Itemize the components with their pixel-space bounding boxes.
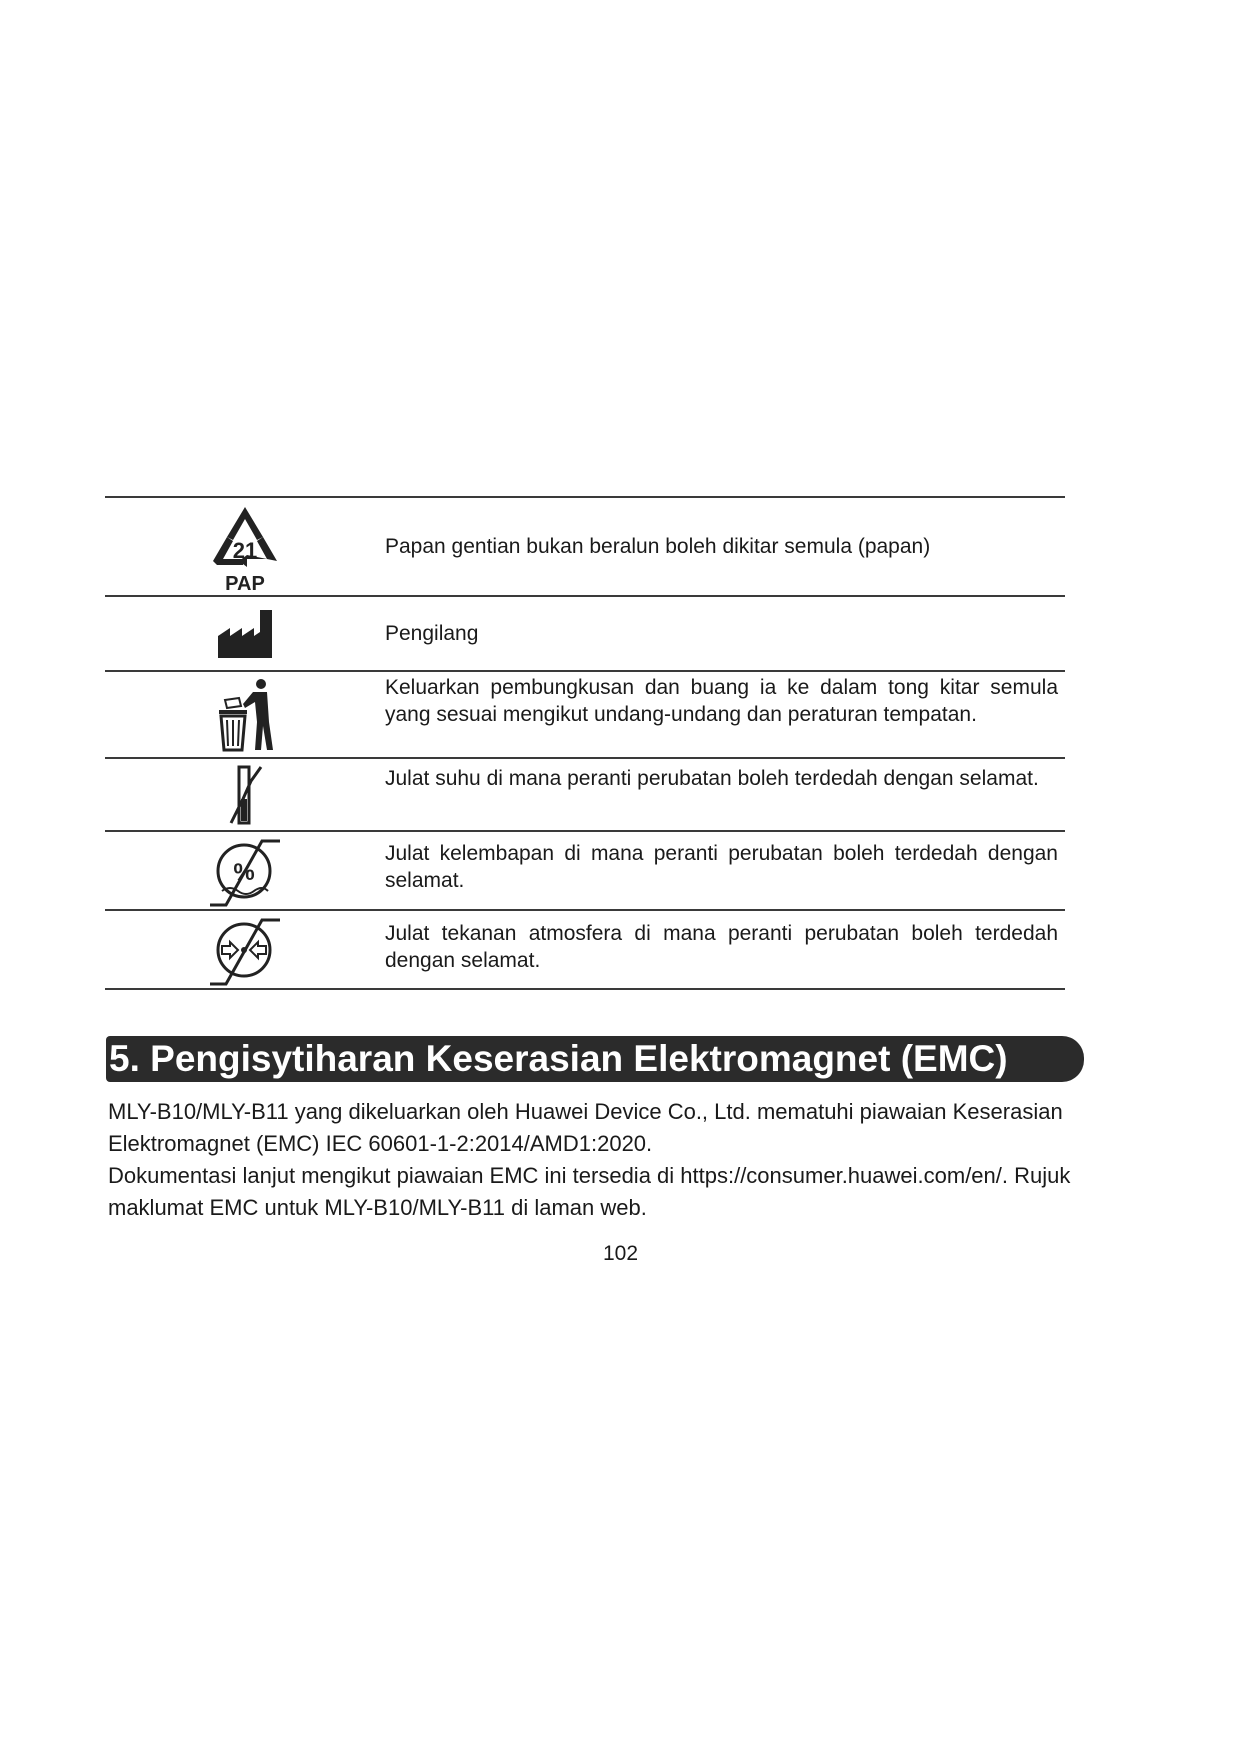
section-heading: 5. Pengisytiharan Keserasian Elektromagnet (EMC) — [106, 1036, 1084, 1082]
svg-text:21: 21 — [232, 537, 258, 563]
symbol-row — [105, 498, 1065, 597]
symbol-description: Julat tekanan atmosfera di mana peranti perubatan boleh terdedah dengan selamat. — [385, 922, 1058, 972]
symbol-table — [105, 496, 1065, 990]
dispose-in-bin-icon — [105, 678, 385, 752]
symbol-description: Julat suhu di mana peranti perubatan boleh terdedah dengan selamat. — [385, 767, 1039, 790]
svg-text:PAP: PAP — [225, 572, 265, 593]
symbol-row — [105, 911, 1065, 990]
manufacturer-factory-icon — [105, 608, 385, 660]
section-body — [108, 1096, 1144, 1224]
page-number: 102 — [602, 1242, 639, 1265]
symbol-row — [105, 759, 1065, 832]
symbol-description: Keluarkan pembungkusan dan buang ia ke dalam tong kitar semula yang sesuai mengikut undang-undang dan peraturan tempatan. — [385, 676, 1058, 726]
temperature-limit-icon — [105, 763, 385, 827]
svg-text:%: % — [233, 858, 255, 886]
paragraph: Dokumentasi lanjut mengikut piawaian EMC ini tersedia di https://consumer.huawei.com/en/. Rujuk maklumat EMC untuk MLY-B10/MLY-B11 di laman web. — [108, 1163, 1071, 1220]
symbol-row — [105, 672, 1065, 759]
symbol-row — [105, 597, 1065, 672]
humidity-limit-icon — [105, 835, 385, 907]
paragraph: MLY-B10/MLY-B11 yang dikeluarkan oleh Huawei Device Co., Ltd. mematuhi piawaian Keserasian Elektromagnet (EMC) IEC 60601-1-2:2014/AMD1:2020. — [108, 1099, 1063, 1156]
symbol-row — [105, 832, 1065, 911]
symbol-description: Pengilang — [385, 622, 479, 645]
symbol-description: Julat kelembapan di mana peranti perubatan boleh terdedah dengan selamat. — [385, 842, 1058, 892]
atmospheric-pressure-limit-icon — [105, 914, 385, 986]
symbol-description: Papan gentian bukan beralun boleh dikitar semula (papan) — [385, 535, 931, 558]
recycle-pap-21-icon — [105, 501, 385, 593]
